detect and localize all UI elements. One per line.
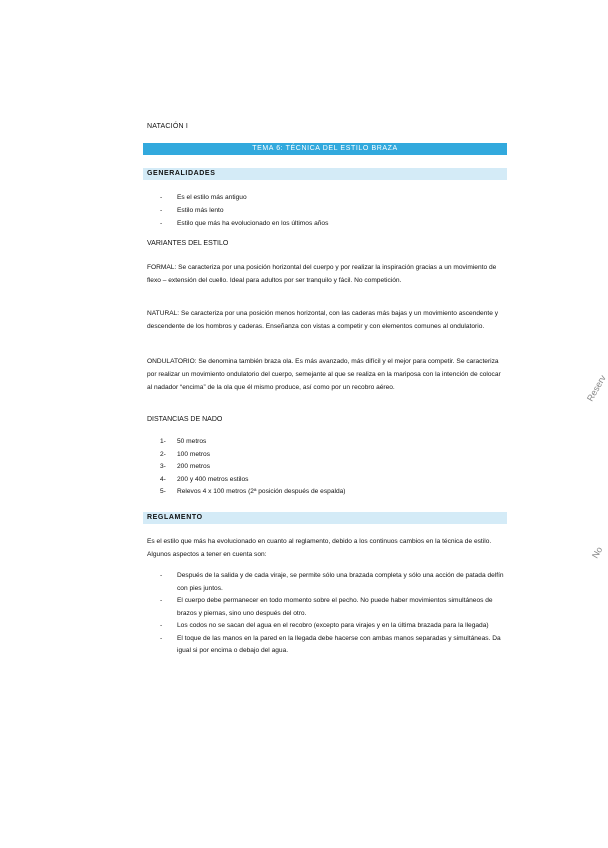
watermark-text: Reserv bbox=[585, 373, 608, 403]
page-header: NATACIÓN I bbox=[147, 123, 189, 130]
distancias-list bbox=[160, 436, 345, 499]
paragraph-natural: NATURAL: Se caracteriza por una posición menos horizontal, con las caderas más bajas y un movimiento ascendente y descendente de los hombros y caderas. Enseñanza con vistas a competir y con elementos comunes al ondulatorio. bbox=[147, 310, 498, 330]
reglamento-list bbox=[160, 570, 505, 658]
list-item: 1- 50 metros bbox=[160, 438, 207, 445]
page-title: TEMA 6: TÉCNICA DEL ESTILO BRAZA bbox=[143, 143, 507, 155]
section-heading-generalidades: GENERALIDADES bbox=[143, 168, 507, 180]
watermark-text: No bbox=[590, 545, 605, 560]
list-item: - Es el estilo más antiguo bbox=[160, 192, 328, 205]
list-item: - El cuerpo debe permanecer en todo momento sobre el pecho. No puede haber movimientos simultáneos de brazos y piernas, sino uno después del otro. bbox=[160, 595, 505, 620]
paragraph-formal: FORMAL: Se caracteriza por una posición horizontal del cuerpo y por realizar la inspiración gracias a un movimiento de flexo – extensión del cuello. Ideal para adultos por ser tranquilo y fácil. No competición. bbox=[147, 264, 497, 284]
paragraph-reglamento-intro: Es el estilo que más ha evolucionado en cuanto al reglamento, debido a los continuos cambios en la técnica de estilo. Algunos aspectos a tener en cuenta son: bbox=[147, 538, 492, 558]
list-item: - Estilo que más ha evolucionado en los últimos años bbox=[160, 218, 328, 231]
list-item: 2- 100 metros bbox=[160, 450, 210, 458]
list-item: 3- 200 metros bbox=[160, 463, 210, 471]
list-item: 4- 200 y 400 metros estilos bbox=[160, 475, 249, 483]
paragraph-ondulatorio: ONDULATORIO: Se denomina también braza ola. Es más avanzado, más difícil y el mejor para competir. Se caracteriza por realizar un movimiento ondulatorio del cuerpo, semejante al que se realiza en la mariposa con la intención de colocar al nadador “encima” de la ola que él mismo produce, así como por un recobro aéreo. bbox=[147, 358, 501, 391]
subheading-distancias: DISTANCIAS DE NADO bbox=[147, 416, 223, 423]
list-item: - Estilo más lento bbox=[160, 205, 328, 218]
subheading-variantes: VARIANTES DEL ESTILO bbox=[147, 240, 229, 247]
generalidades-list bbox=[160, 192, 328, 230]
list-item: - El toque de las manos en la pared en la llegada debe hacerse con ambas manos separadas y simultáneas. Da igual si por encima o debajo del agua. bbox=[160, 633, 505, 658]
list-item: - Después de la salida y de cada viraje, se permite sólo una brazada completa y sólo una acción de patada delfín con pies juntos. bbox=[160, 570, 505, 595]
list-item: 5- Relevos 4 x 100 metros (2ª posición después de espalda) bbox=[160, 488, 346, 496]
list-item: - Los codos no se sacan del agua en el recobro (excepto para virajes y en la última brazada para la llegada) bbox=[160, 620, 505, 633]
section-heading-reglamento: REGLAMENTO bbox=[143, 512, 507, 524]
